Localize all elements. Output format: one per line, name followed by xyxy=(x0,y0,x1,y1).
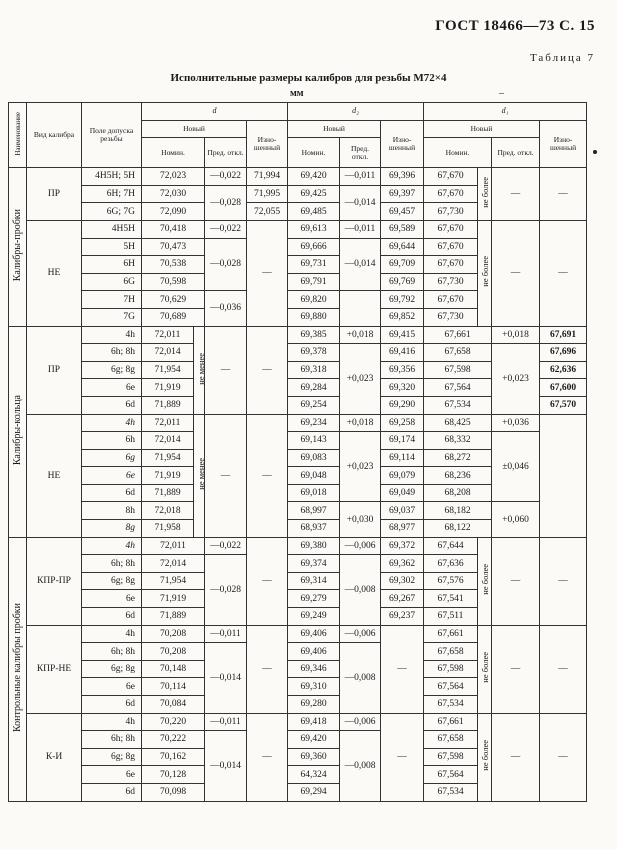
table-title: Исполнительные размеры калибров для резьбы М72×4 xyxy=(170,72,447,84)
group-control-gauges: Контрольные калибры пробки xyxy=(9,537,27,801)
table-label: Таблица 7 xyxy=(529,52,595,64)
table-row: 6e 71,919 69,284 69,320 67,564 67,600 xyxy=(9,379,587,397)
table-row: 6d 70,084 69,280 67,534 xyxy=(9,696,587,714)
table-row: Контрольные калибры пробки КПР-ПР 4h 72,011 —0,022 — 69,380 —0,006 69,372 67,644 не более — — xyxy=(9,537,587,555)
group-plug-gauges: Калибры-пробки xyxy=(9,168,27,326)
table-row: 6g; 8g 71,954 69,318 69,356 67,598 62,636 xyxy=(9,361,587,379)
table-row: 6h 72,014 69,143 +0,023 69,174 68,332 ±0,046 xyxy=(9,432,587,450)
d2-nom-header: Номин. xyxy=(288,138,340,168)
d2-header: d₂ xyxy=(288,103,424,121)
table-row: 6g; 8g 71,954 69,314 69,302 67,576 xyxy=(9,572,587,590)
table-row: 6h; 8h 70,208 —0,014 69,406 —0,008 67,658 xyxy=(9,643,587,661)
d1-wear-header: Изно-шенный xyxy=(540,120,587,168)
kind-kpr-pr: КПР-ПР xyxy=(27,537,82,625)
table-row: 6e 71,919 69,279 69,267 67,541 xyxy=(9,590,587,608)
tolerance-header: Поле допуска резьбы xyxy=(82,103,142,168)
d-new-header: Новый xyxy=(142,120,247,138)
table-row: 6d 71,889 69,254 69,290 67,534 67,570 xyxy=(9,396,587,414)
kind-k-i: К-И xyxy=(27,713,82,801)
table-row: 6d 70,098 69,294 67,534 xyxy=(9,783,587,801)
d1-nom-header: Номин. xyxy=(424,138,492,168)
d2-wear-header: Изно-шенный xyxy=(381,120,424,168)
d-dev-header: Пред. откл. xyxy=(205,138,247,168)
table-row: НЕ 4h 72,011 не менее — — 69,234 +0,018 69,258 68,425 +0,036 xyxy=(9,414,587,432)
table-row: Калибры-пробки ПР 4H5H; 5H 72,023 —0,022 71,994 69,420 —0,011 69,396 67,670 не более — — xyxy=(9,168,587,186)
kind-kpr-ne: КПР-НЕ xyxy=(27,625,82,713)
d1-header: d₁ xyxy=(424,103,587,121)
table-row: 6G 70,598 69,791 69,769 67,730 xyxy=(9,273,587,291)
table-row: 6h; 8h 72,014 69,378 +0,023 69,416 67,658 +0,023 67,696 xyxy=(9,344,587,362)
kind-ring-pr: ПР xyxy=(27,326,82,414)
table-row: 6G; 7G 72,090 72,055 69,485 69,457 67,730 xyxy=(9,203,587,221)
gauge-dimensions-table xyxy=(8,102,587,802)
unit-label: мм xyxy=(290,88,304,99)
ne-bolee-label: не более xyxy=(478,168,492,221)
table-row: 6h; 8h 70,222 —0,014 69,420 —0,008 67,658 xyxy=(9,731,587,749)
page-header: ГОСТ 18466—73 С. 15 xyxy=(435,18,595,34)
table-row: 6H; 7H 72,030 —0,028 71,995 69,425 —0,014 69,397 67,670 xyxy=(9,185,587,203)
group-ring-gauges: Калибры-кольца xyxy=(9,326,27,537)
kind-ring-ne: НЕ xyxy=(27,414,82,537)
table-row: 6e 71,919 69,048 69,079 68,236 xyxy=(9,467,587,485)
name-header: Наименование xyxy=(9,103,27,168)
margin-dot xyxy=(593,150,597,154)
d2-dev-header: Пред. откл. xyxy=(340,138,381,168)
table-row: КПР-НЕ 4h 70,208 —0,011 — 69,406 —0,006 — 67,661 не более — — xyxy=(9,625,587,643)
d1-new-header: Новый xyxy=(424,120,540,138)
table-row: 7H 70,629 —0,036 69,820 69,792 67,670 xyxy=(9,291,587,309)
table-row: 6g; 8g 70,162 69,360 67,598 xyxy=(9,748,587,766)
table-row: 6d 71,889 69,018 69,049 68,208 xyxy=(9,484,587,502)
table-row: НЕ 4H5H 70,418 —0,022 — 69,613 —0,011 69,589 67,670 не более — — xyxy=(9,220,587,238)
table-row: 6g 71,954 69,083 69,114 68,272 xyxy=(9,449,587,467)
kind-pr: ПР xyxy=(27,168,82,221)
table-row: К-И 4h 70,220 —0,011 — 69,418 —0,006 — 67,661 не более — — xyxy=(9,713,587,731)
table-row: 6H 70,538 69,731 69,709 67,670 xyxy=(9,256,587,274)
top-dash: – xyxy=(499,88,504,99)
table-row: 5H 70,473 —0,028 69,666 —0,014 69,644 67,670 xyxy=(9,238,587,256)
table-row: 7G 70,689 69,880 69,852 67,730 xyxy=(9,308,587,326)
d-nom-header: Номин. xyxy=(142,138,205,168)
kind-ne: НЕ xyxy=(27,220,82,326)
ne-menee-label: не менее xyxy=(194,326,205,414)
table-row: 6d 71,889 69,249 69,237 67,511 xyxy=(9,608,587,626)
type-header: Вид калибра xyxy=(27,103,82,168)
table-row: 6e 70,114 69,310 67,564 xyxy=(9,678,587,696)
d2-new-header: Новый xyxy=(288,120,381,138)
table-row: 6g; 8g 70,148 69,346 67,598 xyxy=(9,660,587,678)
d-wear-header: Изно-шенный xyxy=(247,120,288,168)
d1-dev-header: Пред. откл. xyxy=(492,138,540,168)
table-row: 8h 72,018 68,997 +0,030 69,037 68,182 +0,060 xyxy=(9,502,587,520)
d-header: d xyxy=(142,103,288,121)
table-row: 6h; 8h 72,014 —0,028 69,374 —0,008 69,362 67,636 xyxy=(9,555,587,573)
table-row: 6e 70,128 64,324 67,564 xyxy=(9,766,587,784)
table-row: Калибры-кольца ПР 4h 72,011 не менее — — 69,385 +0,018 69,415 67,661 +0,018 67,691 xyxy=(9,326,587,344)
table-row: 8g 71,958 68,937 68,977 68,122 xyxy=(9,520,587,538)
